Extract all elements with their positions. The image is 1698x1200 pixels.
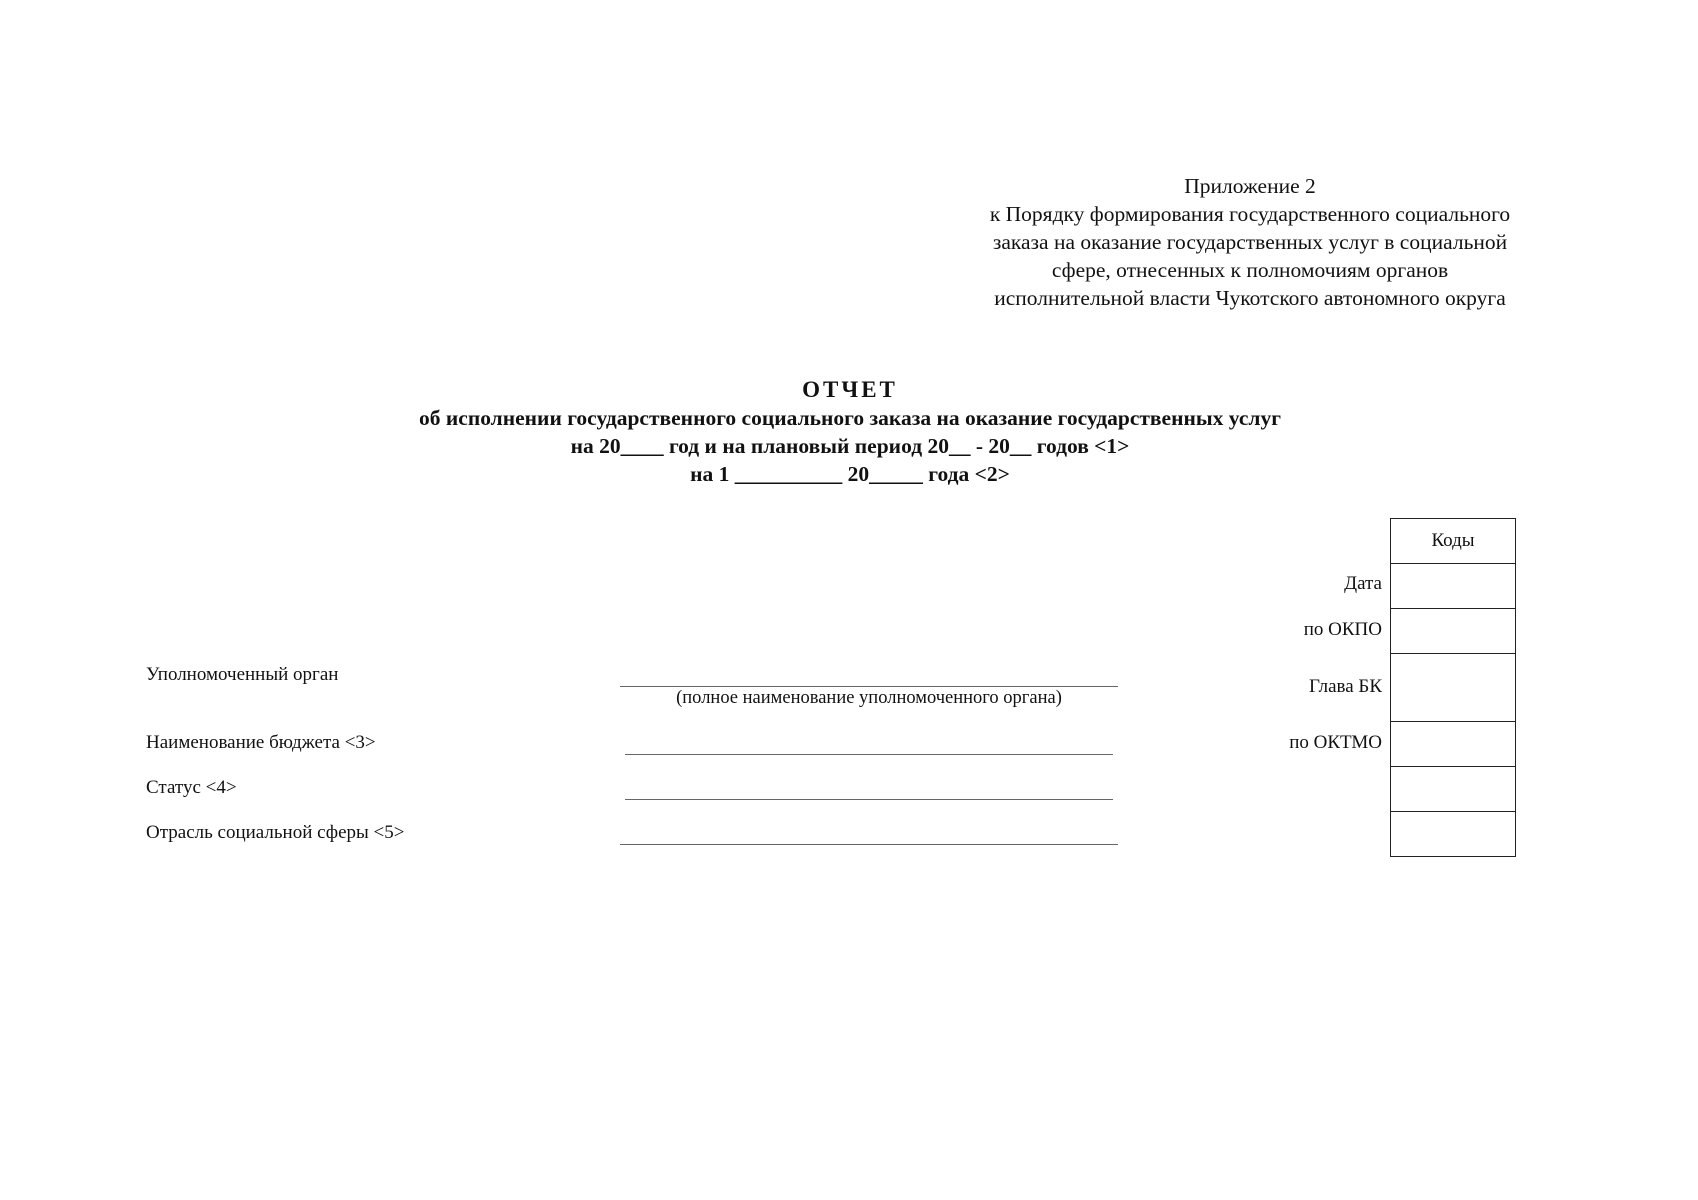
- codes-header: Коды: [1391, 519, 1516, 564]
- code-cell-sector[interactable]: [1391, 812, 1516, 857]
- code-cell-oktmo[interactable]: [1391, 722, 1516, 767]
- status-label: Статус <4>: [146, 777, 237, 798]
- report-title: ОТЧЕТ: [802, 377, 898, 402]
- code-cell-date[interactable]: [1391, 564, 1516, 609]
- code-cell-status[interactable]: [1391, 767, 1516, 812]
- report-title-block: [300, 376, 1400, 488]
- sector-label: Отрасль социальной сферы <5>: [146, 822, 405, 843]
- appendix-line: заказа на оказание государственных услуг в социальной: [992, 230, 1508, 254]
- authority-input-line[interactable]: [620, 686, 1118, 687]
- report-date: на 1 __________ 20_____ года <2>: [690, 462, 1010, 486]
- report-subtitle: об исполнении государственного социального заказа на оказание государственных услуг: [419, 406, 1281, 430]
- authority-label: Уполномоченный орган: [146, 664, 339, 685]
- codes-table: [1390, 518, 1516, 857]
- code-cell-bk[interactable]: [1391, 654, 1516, 722]
- appendix-header: [940, 172, 1560, 312]
- budget-label: Наименование бюджета <3>: [146, 732, 376, 753]
- budget-input-line[interactable]: [625, 754, 1113, 755]
- status-input-line[interactable]: [625, 799, 1113, 800]
- code-cell-okpo[interactable]: [1391, 609, 1516, 654]
- code-label-oktmo: по ОКТМО: [1289, 732, 1382, 753]
- appendix-line: сфере, отнесенных к полномочиям органов: [1051, 258, 1449, 282]
- appendix-line: к Порядку формирования государственного социального: [989, 202, 1511, 226]
- authority-hint: (полное наименование уполномоченного органа): [676, 688, 1062, 708]
- appendix-title: Приложение 2: [1184, 174, 1316, 198]
- code-label-bk: Глава БК: [1309, 676, 1382, 697]
- code-label-date: Дата: [1344, 573, 1382, 594]
- report-period: на 20____ год и на плановый период 20__ - 20__ годов <1>: [570, 434, 1130, 458]
- sector-input-line[interactable]: [620, 844, 1118, 845]
- code-label-okpo: по ОКПО: [1303, 619, 1382, 640]
- appendix-line: исполнительной власти Чукотского автономного округа: [994, 286, 1506, 310]
